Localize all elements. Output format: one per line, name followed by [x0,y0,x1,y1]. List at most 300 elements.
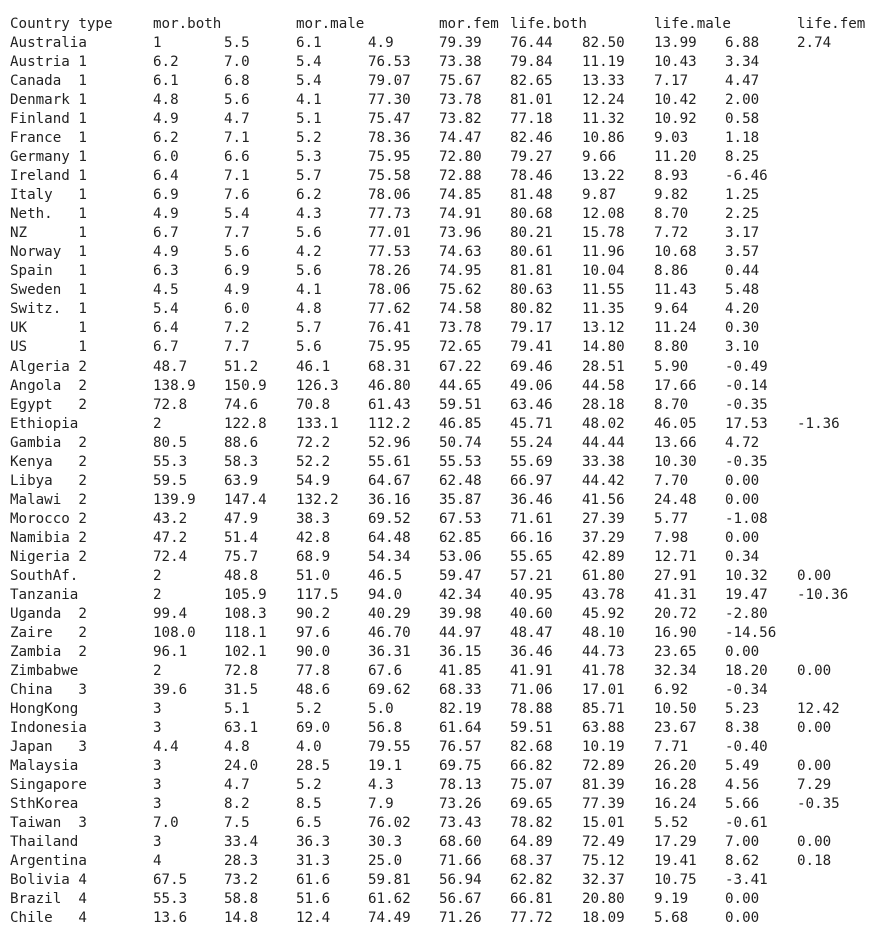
table-cell: 8.86 [654,263,689,280]
table-cell: 139.9 [153,491,196,508]
table-cell: 71.66 [439,853,482,870]
table-cell: 42.89 [582,548,625,565]
table-cell: 1 [153,35,162,51]
table-cell: 32.37 [582,872,625,889]
table-row [0,890,881,909]
table-cell: 55.3 [153,891,188,908]
table-cell: 72.8 [153,396,188,413]
table-cell: 40.60 [510,605,553,622]
table-cell: 44.58 [582,377,625,394]
table-cell: 0.44 [725,263,760,280]
table-cell: 59.81 [368,872,411,889]
table-cell: 0.00 [725,491,760,508]
table-cell: 53.06 [439,548,482,565]
table-cell: 118.1 [224,624,267,641]
table-row [0,319,881,338]
table-cell: 36.3 [296,834,331,851]
table-cell: 58.3 [224,453,259,470]
table-cell: Italy 1 [10,187,87,204]
table-cell: 7.72 [654,225,689,242]
table-cell: Austria 1 [10,54,87,71]
table-cell: 49.06 [510,377,553,394]
table-cell: -0.49 [725,358,768,375]
table-cell: 81.81 [510,263,553,280]
table-cell: 10.04 [582,263,625,280]
table-row [0,186,881,205]
table-cell: Kenya 2 [10,453,87,470]
table-cell: 138.9 [153,377,196,394]
table-cell: 74.95 [439,263,482,280]
table-cell: 19.47 [725,586,768,603]
table-cell: 43.2 [153,510,188,527]
table-cell: 9.66 [582,149,617,166]
table-row [0,91,881,110]
table-cell: 0.00 [725,910,760,927]
table-cell: Australia [10,35,87,51]
table-cell: 80.5 [153,434,188,451]
table-cell: 4.9 [153,111,179,128]
table-cell: 64.48 [368,529,411,546]
table-cell: Switz. 1 [10,301,87,318]
table-cell: 0.00 [797,758,832,775]
table-cell: 45.71 [510,415,553,432]
table-cell: 5.4 [224,206,250,223]
table-cell: Zaire 2 [10,624,87,641]
table-cell: 46.85 [439,415,482,432]
table-cell: 82.68 [510,739,553,756]
table-cell: 0.58 [725,111,760,128]
table-cell: 3.10 [725,339,760,356]
table-cell: Angola 2 [10,377,87,394]
table-cell: 5.77 [654,510,689,527]
table-cell: 5.1 [296,111,322,128]
table-cell: 67.5 [153,872,188,889]
table-cell: Neth. 1 [10,206,87,223]
table-cell: 5.7 [296,320,322,337]
table-cell: 68.33 [439,682,482,699]
table-row [0,567,881,586]
table-cell: 68.37 [510,853,553,870]
table-cell: 16.90 [654,624,697,641]
table-cell: 28.51 [582,358,625,375]
table-cell: 3 [153,701,162,718]
table-cell: Morocco 2 [10,510,87,527]
table-cell: 73.78 [439,92,482,109]
table-cell: 66.82 [510,758,553,775]
table-cell: 6.0 [224,301,250,318]
table-cell: 33.4 [224,834,259,851]
table-cell: 6.4 [153,320,179,337]
table-cell: 56.8 [368,720,403,737]
table-cell: 10.50 [654,701,697,718]
table-cell: 46.05 [654,415,697,432]
table-cell: 12.71 [654,548,697,565]
table-cell: 38.3 [296,510,331,527]
column-header: mor.male [296,15,365,32]
table-cell: 47.9 [224,510,259,527]
table-row [0,300,881,319]
table-cell: 36.31 [368,643,411,660]
table-cell: 69.62 [368,682,411,699]
table-cell: Malaysia [10,758,79,775]
table-cell: 108.0 [153,624,196,641]
table-cell: 48.02 [582,415,625,432]
table-cell: 6.92 [654,682,689,699]
table-row [0,72,881,91]
table-row [0,719,881,738]
table-cell: 76.02 [368,815,411,832]
table-cell: 3.17 [725,225,760,242]
table-row [0,453,881,472]
table-cell: 6.3 [153,263,179,280]
table-cell: Sweden 1 [10,282,87,299]
table-cell: 61.80 [582,567,625,584]
table-cell: 10.43 [654,54,697,71]
table-cell: 42.8 [296,529,331,546]
table-cell: China 3 [10,682,87,699]
table-cell: 62.82 [510,872,553,889]
table-cell: 67.53 [439,510,482,527]
table-cell: 1.25 [725,187,760,204]
table-cell: 12.4 [296,910,331,927]
table-cell: 3.57 [725,244,760,261]
table-cell: 63.88 [582,720,625,737]
table-row [0,243,881,262]
table-cell: 94.0 [368,586,403,603]
table-cell: 11.43 [654,282,697,299]
table-cell: 68.31 [368,358,411,375]
table-cell: 9.03 [654,130,689,147]
table-cell: 4.4 [153,739,179,756]
table-cell: 3 [153,720,162,737]
table-row [0,548,881,567]
table-cell: 7.29 [797,777,832,794]
table-cell: 80.68 [510,206,553,223]
table-cell: 12.08 [582,206,625,223]
table-cell: 96.1 [153,643,188,660]
table-cell: Finland 1 [10,111,87,128]
table-cell: 4.9 [368,35,394,51]
table-cell: 14.8 [224,910,259,927]
table-cell: 8.80 [654,339,689,356]
table-cell: 63.1 [224,720,259,737]
table-cell: 41.85 [439,662,482,679]
table-cell: 51.0 [296,567,331,584]
table-cell: 80.82 [510,301,553,318]
table-row [0,529,881,548]
table-cell: Bolivia 4 [10,872,87,889]
table-cell: 5.49 [725,758,760,775]
table-cell: 72.4 [153,548,188,565]
table-cell: 79.41 [510,339,553,356]
table-cell: 4.1 [296,92,322,109]
column-header: life.fem [797,15,866,32]
table-cell: 74.91 [439,206,482,223]
table-cell: 81.39 [582,777,625,794]
table-cell: 13.22 [582,168,625,185]
table-cell: 27.39 [582,510,625,527]
table-cell: 102.1 [224,643,267,660]
table-cell: 55.61 [368,453,411,470]
table-cell: 2 [153,586,162,603]
table-cell: 78.36 [368,130,411,147]
table-cell: 7.2 [224,320,250,337]
table-cell: 6.2 [153,54,179,71]
table-cell: 71.26 [439,910,482,927]
table-cell: 5.66 [725,796,760,813]
table-cell: 5.1 [224,701,250,718]
table-cell: 73.38 [439,54,482,71]
table-cell: 78.26 [368,263,411,280]
table-cell: 17.53 [725,415,768,432]
table-cell: 72.88 [439,168,482,185]
table-cell: 41.31 [654,586,697,603]
table-cell: 76.41 [368,320,411,337]
table-row [0,738,881,757]
table-cell: 32.34 [654,662,697,679]
table-cell: 46.1 [296,358,331,375]
table-cell: 8.62 [725,853,760,870]
table-cell: 63.9 [224,472,259,489]
table-cell: 4.72 [725,434,760,451]
table-cell: 0.00 [725,529,760,546]
table-cell: 16.24 [654,796,697,813]
table-cell: 147.4 [224,491,267,508]
table-cell: 7.0 [153,815,179,832]
table-cell: 8.93 [654,168,689,185]
table-cell: 6.4 [153,168,179,185]
table-cell: 44.97 [439,624,482,641]
table-cell: 72.49 [582,834,625,851]
table-cell: 6.7 [153,339,179,356]
table-cell: 55.3 [153,453,188,470]
table-cell: 73.43 [439,815,482,832]
table-cell: 76.53 [368,54,411,71]
table-cell: 50.74 [439,434,482,451]
table-cell: 5.52 [654,815,689,832]
table-cell: 68.9 [296,548,331,565]
table-cell: 41.78 [582,662,625,679]
table-cell: 64.89 [510,834,553,851]
table-cell: HongKong [10,701,79,718]
table-cell: 24.48 [654,491,697,508]
table-cell: 55.24 [510,434,553,451]
table-cell: 74.49 [368,910,411,927]
table-cell: 5.23 [725,701,760,718]
table-cell: 68.60 [439,834,482,851]
table-row [0,167,881,186]
table-cell: 67.22 [439,358,482,375]
table-cell: 51.2 [224,358,259,375]
table-cell: 39.98 [439,605,482,622]
table-cell: Argentina [10,853,87,870]
table-cell: 74.58 [439,301,482,318]
table-cell: 7.00 [725,834,760,851]
table-cell: 25.0 [368,853,403,870]
table-cell: 10.75 [654,872,697,889]
table-cell: Libya 2 [10,472,87,489]
table-row [0,871,881,890]
table-cell: 4.9 [224,282,250,299]
table-cell: 20.80 [582,891,625,908]
table-cell: 75.47 [368,111,411,128]
table-cell: 10.68 [654,244,697,261]
table-cell: 10.30 [654,453,697,470]
table-cell: 33.38 [582,453,625,470]
table-cell: 6.0 [153,149,179,166]
table-cell: 7.71 [654,739,689,756]
table-cell: 8.38 [725,720,760,737]
table-cell: -3.41 [725,872,768,889]
table-cell: 133.1 [296,415,339,432]
column-header: life.both [510,15,587,32]
table-cell: Uganda 2 [10,605,87,622]
table-cell: 78.88 [510,701,553,718]
table-cell: 78.06 [368,282,411,299]
table-cell: 0.00 [725,891,760,908]
table-cell: 76.57 [439,739,482,756]
table-cell: 24.0 [224,758,259,775]
table-cell: 4.8 [153,92,179,109]
table-cell: 5.2 [296,777,322,794]
table-cell: 23.65 [654,643,697,660]
table-cell: 4.1 [296,282,322,299]
column-header: Country type [10,15,113,32]
table-cell: 82.46 [510,130,553,147]
table-row [0,396,881,415]
table-cell: 71.06 [510,682,553,699]
table-cell: 7.0 [224,54,250,71]
table-cell: 99.4 [153,605,188,622]
table-cell: 73.26 [439,796,482,813]
table-cell: 35.87 [439,491,482,508]
table-cell: 66.16 [510,529,553,546]
table-cell: Malawi 2 [10,491,87,508]
table-cell: Namibia 2 [10,529,87,546]
table-cell: 7.70 [654,472,689,489]
table-row [0,624,881,643]
table-cell: 90.0 [296,643,331,660]
table-cell: 66.81 [510,891,553,908]
table-cell: 79.55 [368,739,411,756]
table-cell: 16.28 [654,777,697,794]
table-cell: 74.47 [439,130,482,147]
table-cell: 79.07 [368,73,411,90]
table-cell: 27.91 [654,567,697,584]
column-header: mor.both [153,15,222,32]
table-row [0,34,881,53]
table-cell: 7.7 [224,339,250,356]
table-cell: Nigeria 2 [10,548,87,565]
table-cell: 0.18 [797,853,832,870]
table-cell: 8.2 [224,796,250,813]
table-cell: UK 1 [10,320,87,337]
table-cell: 4.8 [296,301,322,318]
table-cell: -2.80 [725,605,768,622]
table-cell: 47.2 [153,529,188,546]
table-cell: 78.82 [510,815,553,832]
table-cell: 9.19 [654,891,689,908]
table-cell: 72.8 [224,662,259,679]
table-cell: 4.0 [296,739,322,756]
table-cell: 74.85 [439,187,482,204]
table-cell: -14.56 [725,624,777,641]
table-cell: 12.24 [582,92,625,109]
table-cell: 51.6 [296,891,331,908]
table-cell: 17.29 [654,834,697,851]
table-cell: 59.5 [153,472,188,489]
table-cell: 70.8 [296,396,331,413]
table-cell: 19.41 [654,853,697,870]
table-cell: -10.36 [797,586,849,603]
table-cell: 11.32 [582,111,625,128]
table-cell: 82.65 [510,73,553,90]
table-cell: 18.20 [725,662,768,679]
table-cell: 6.9 [224,263,250,280]
table-row [0,833,881,852]
table-cell: 4.3 [296,206,322,223]
table-cell: 41.91 [510,662,553,679]
table-cell: 10.19 [582,739,625,756]
table-cell: 36.46 [510,491,553,508]
table-cell: 71.61 [510,510,553,527]
table-cell: 1.18 [725,130,760,147]
table-cell: 0.00 [797,662,832,679]
table-cell: 78.06 [368,187,411,204]
table-cell: 79.27 [510,149,553,166]
table-cell: 51.4 [224,529,259,546]
table-cell: 7.1 [224,130,250,147]
table-cell: 72.65 [439,339,482,356]
table-cell: 46.70 [368,624,411,641]
table-cell: 3 [153,796,162,813]
table-cell: 4.7 [224,777,250,794]
table-cell: 72.2 [296,434,331,451]
table-cell: 5.68 [654,910,689,927]
table-cell: 108.3 [224,605,267,622]
table-cell: -0.35 [725,396,768,413]
table-cell: 4.8 [224,739,250,756]
table-row [0,909,881,928]
table-cell: 63.46 [510,396,553,413]
table-cell: 4.56 [725,777,760,794]
table-cell: Ethiopia [10,415,79,432]
table-cell: 77.39 [582,796,625,813]
table-cell: 4 [153,853,162,870]
table-cell: -0.61 [725,815,768,832]
table-cell: 7.5 [224,815,250,832]
table-cell: Taiwan 3 [10,815,87,832]
table-row [0,129,881,148]
table-cell: 18.09 [582,910,625,927]
table-cell: 77.30 [368,92,411,109]
table-row [0,205,881,224]
table-cell: 6.8 [224,73,250,90]
table-cell: 5.4 [296,54,322,71]
table-cell: 46.80 [368,377,411,394]
table-cell: 5.0 [368,701,394,718]
table-cell: 31.5 [224,682,259,699]
table-cell: 13.6 [153,910,188,927]
table-cell: Ireland 1 [10,168,87,185]
table-cell: 40.95 [510,586,553,603]
table-cell: 6.2 [296,187,322,204]
table-cell: 23.67 [654,720,697,737]
table-cell: 80.63 [510,282,553,299]
table-cell: 5.6 [224,92,250,109]
table-cell: 11.35 [582,301,625,318]
table-cell: 59.47 [439,567,482,584]
